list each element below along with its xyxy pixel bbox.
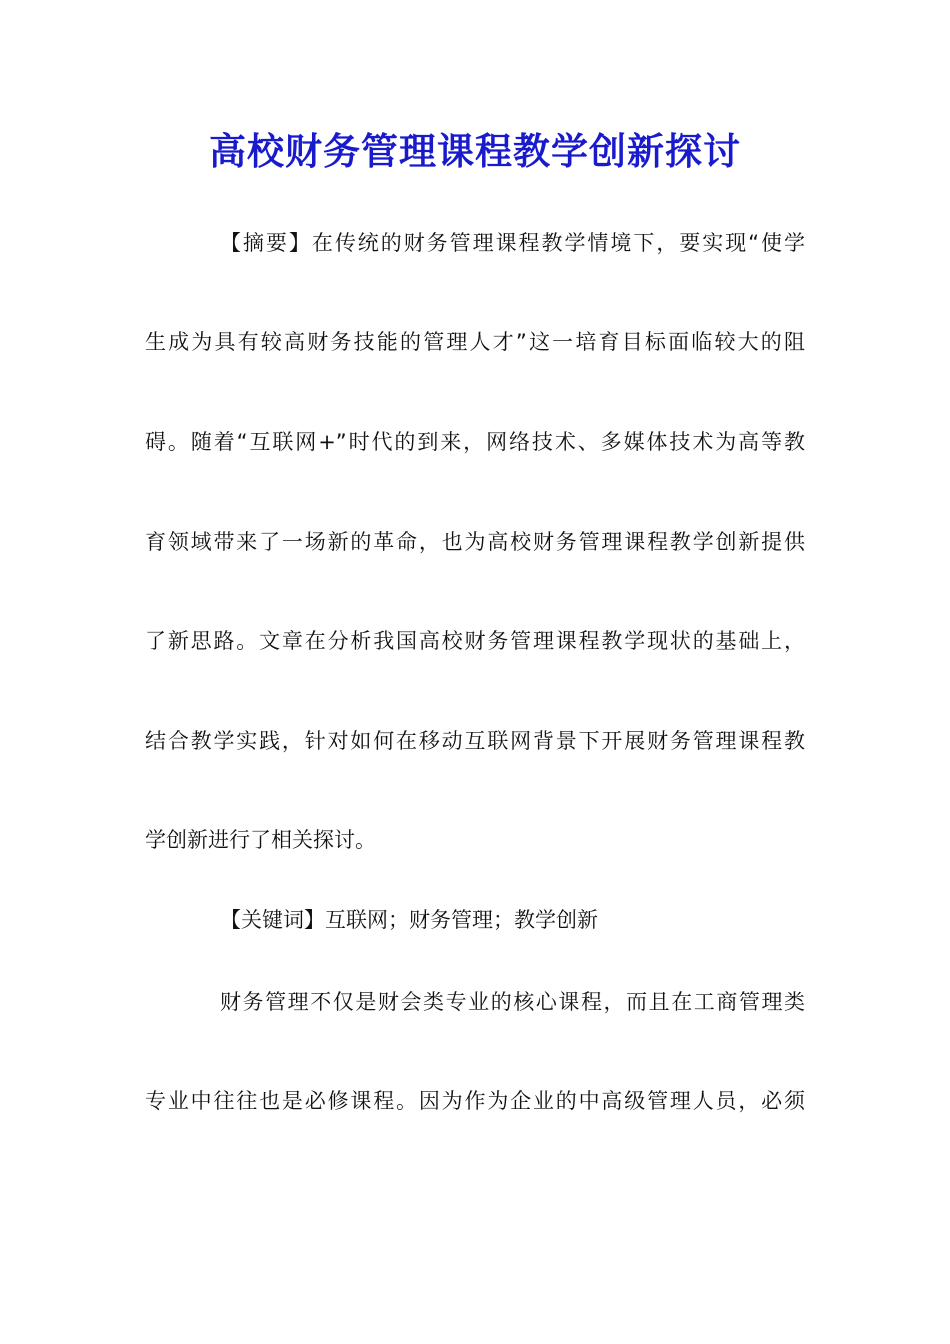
- abstract-line-7: 学创新进行了相关探讨。: [145, 828, 376, 852]
- abstract-line-6: 结合教学实践，针对如何在移动互联网背景下开展财务管理课程教: [145, 729, 805, 753]
- body-line-2: 专业中往往也是必修课程。因为作为企业的中高级管理人员，必须: [145, 1089, 805, 1113]
- abstract-line-5: 了新思路。文章在分析我国高校财务管理课程教学现状的基础上，: [145, 629, 805, 653]
- document-title: 高校财务管理课程教学创新探讨: [209, 129, 741, 173]
- abstract-line-1: 【摘要】在传统的财务管理课程教学情境下，要实现“使学: [220, 231, 805, 255]
- keywords-line: 【关键词】互联网；财务管理；教学创新: [220, 908, 598, 932]
- abstract-line-2: 生成为具有较高财务技能的管理人才”这一培育目标面临较大的阻: [145, 330, 805, 354]
- abstract-line-4: 育领域带来了一场新的革命，也为高校财务管理课程教学创新提供: [145, 530, 805, 554]
- body-line-1: 财务管理不仅是财会类专业的核心课程，而且在工商管理类: [220, 990, 805, 1014]
- abstract-line-3: 碍。随着“互联网+”时代的到来，网络技术、多媒体技术为高等教: [145, 430, 805, 454]
